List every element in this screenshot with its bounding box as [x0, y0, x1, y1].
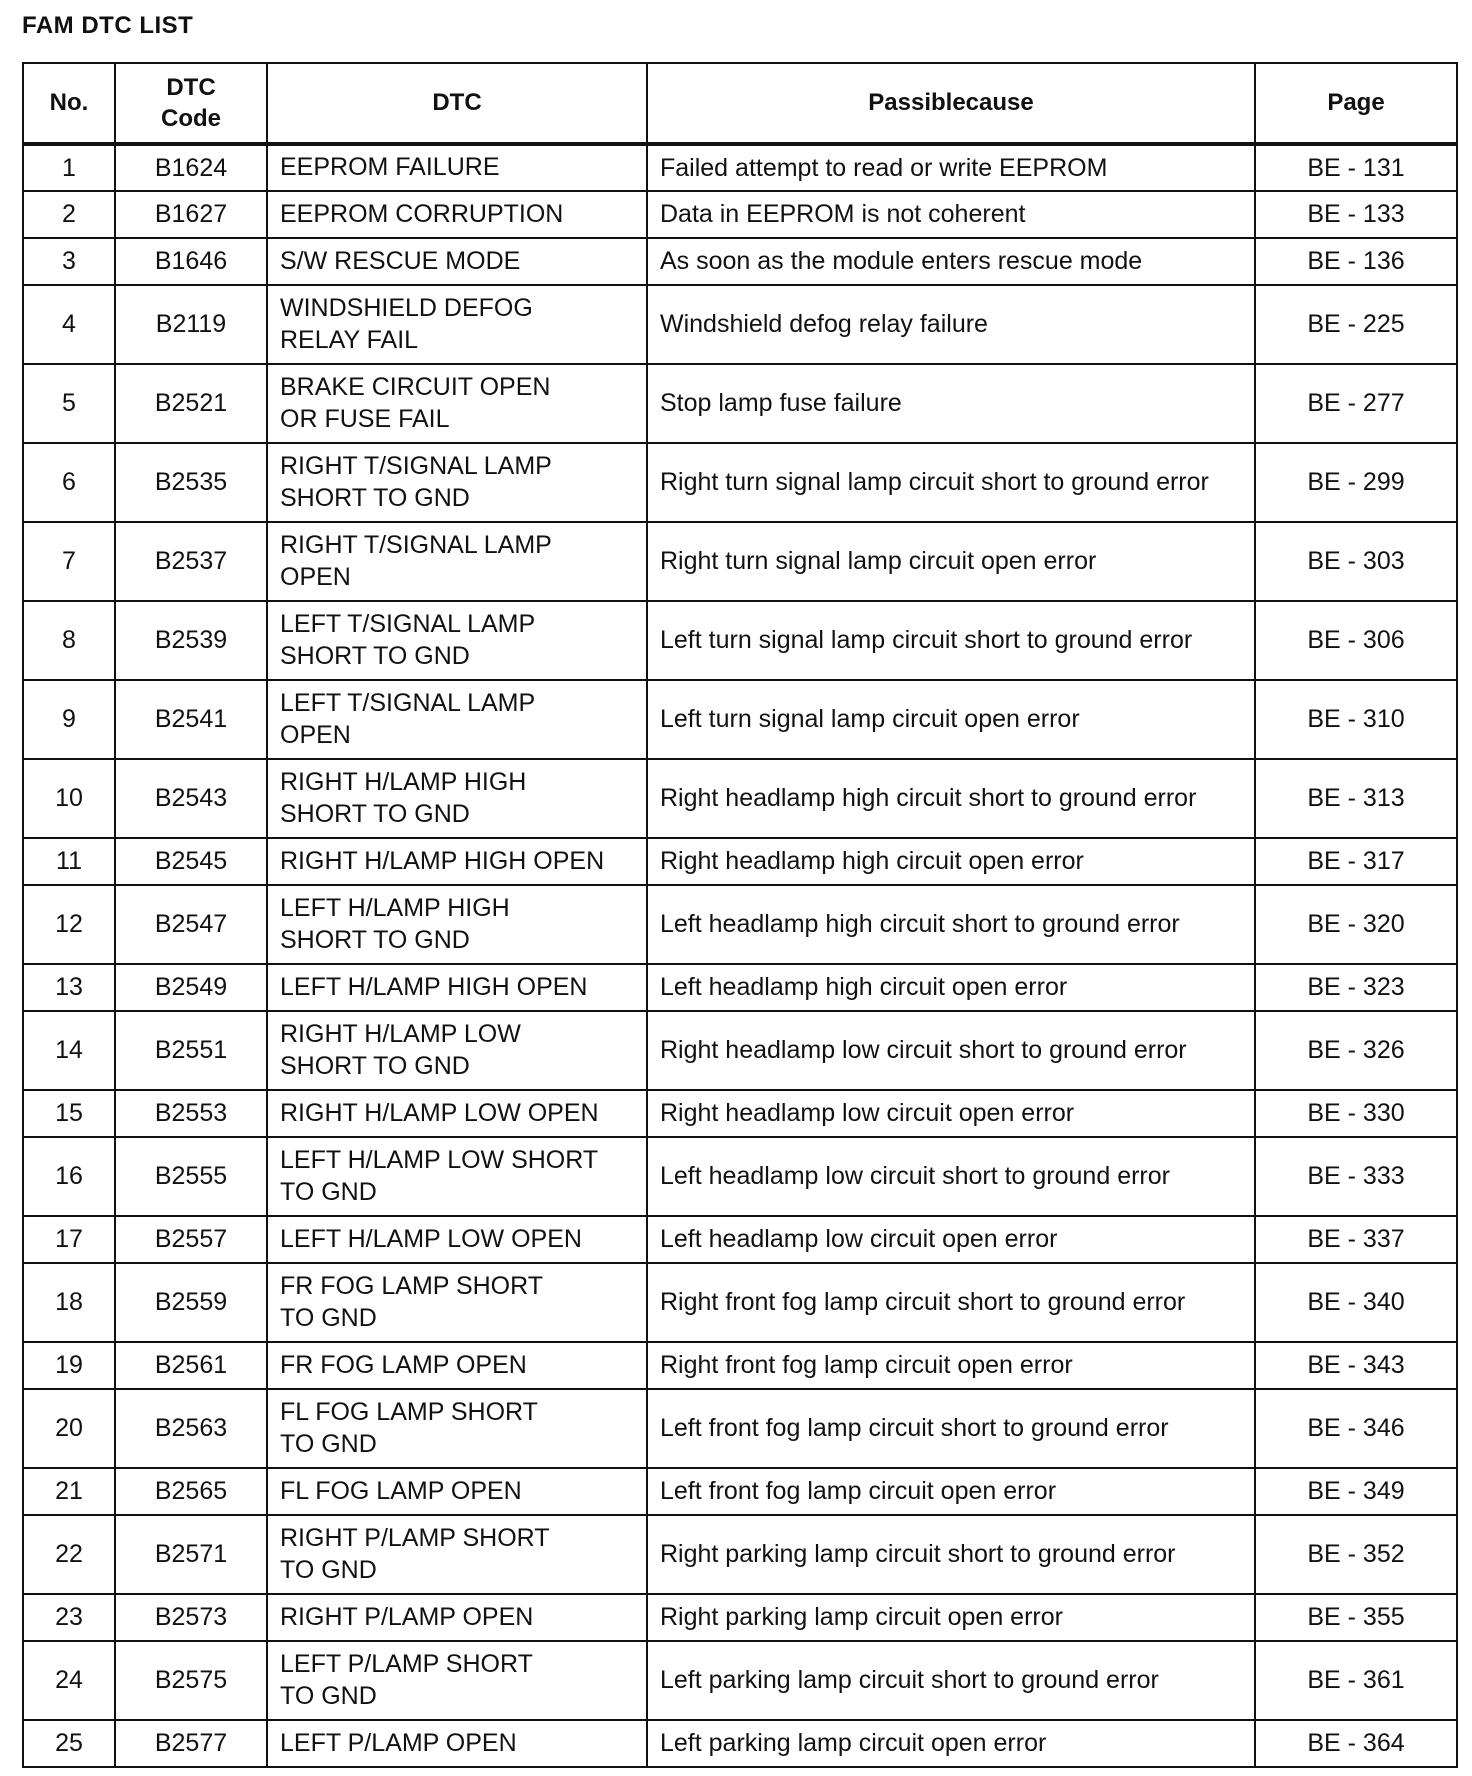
cell-dtc-code: B2559	[115, 1263, 267, 1342]
cell-cause: Data in EEPROM is not coherent	[647, 191, 1255, 238]
cell-page: BE - 355	[1255, 1594, 1457, 1641]
cell-dtc-code: B2537	[115, 522, 267, 601]
cell-page: BE - 326	[1255, 1011, 1457, 1090]
cell-cause: Windshield defog relay failure	[647, 285, 1255, 364]
table-row	[23, 1641, 1457, 1720]
cell-dtc: FL FOG LAMP OPEN	[267, 1468, 647, 1515]
cell-no: 1	[23, 144, 115, 191]
cell-no: 14	[23, 1011, 115, 1090]
header-no: No.	[23, 63, 115, 144]
cell-cause: Right front fog lamp circuit open error	[647, 1342, 1255, 1389]
cell-dtc-code: B1624	[115, 144, 267, 191]
cell-dtc: LEFT H/LAMP HIGH SHORT TO GND	[267, 885, 647, 964]
cell-dtc: BRAKE CIRCUIT OPEN OR FUSE FAIL	[267, 364, 647, 443]
cell-page: BE - 320	[1255, 885, 1457, 964]
cell-page: BE - 306	[1255, 601, 1457, 680]
cell-cause: Left headlamp low circuit short to ground error	[647, 1137, 1255, 1216]
cell-dtc-code: B2577	[115, 1720, 267, 1767]
table-row	[23, 144, 1457, 191]
cell-dtc-code: B2557	[115, 1216, 267, 1263]
cell-page: BE - 299	[1255, 443, 1457, 522]
table-row	[23, 1594, 1457, 1641]
cell-dtc: LEFT H/LAMP LOW SHORT TO GND	[267, 1137, 647, 1216]
cell-page: BE - 361	[1255, 1641, 1457, 1720]
cell-dtc: RIGHT P/LAMP SHORT TO GND	[267, 1515, 647, 1594]
cell-page: BE - 277	[1255, 364, 1457, 443]
cell-no: 20	[23, 1389, 115, 1468]
table-row	[23, 1137, 1457, 1216]
cell-cause: Right turn signal lamp circuit open error	[647, 522, 1255, 601]
cell-no: 2	[23, 191, 115, 238]
cell-dtc-code: B2549	[115, 964, 267, 1011]
table-row	[23, 191, 1457, 238]
table-row	[23, 364, 1457, 443]
cell-no: 8	[23, 601, 115, 680]
table-row	[23, 1468, 1457, 1515]
cell-dtc: EEPROM FAILURE	[267, 144, 647, 191]
cell-no: 4	[23, 285, 115, 364]
cell-page: BE - 313	[1255, 759, 1457, 838]
cell-dtc-code: B2545	[115, 838, 267, 885]
cell-no: 11	[23, 838, 115, 885]
page-title: FAM DTC LIST	[22, 12, 194, 39]
cell-page: BE - 346	[1255, 1389, 1457, 1468]
cell-no: 12	[23, 885, 115, 964]
cell-dtc: RIGHT H/LAMP LOW OPEN	[267, 1090, 647, 1137]
cell-page: BE - 136	[1255, 238, 1457, 285]
table-row	[23, 759, 1457, 838]
cell-dtc-code: B2541	[115, 680, 267, 759]
cell-cause: Left headlamp low circuit open error	[647, 1216, 1255, 1263]
cell-dtc-code: B2561	[115, 1342, 267, 1389]
cell-page: BE - 310	[1255, 680, 1457, 759]
cell-page: BE - 349	[1255, 1468, 1457, 1515]
cell-no: 19	[23, 1342, 115, 1389]
header-dtc-code: DTC Code	[115, 63, 267, 144]
cell-dtc-code: B2535	[115, 443, 267, 522]
cell-cause: Left parking lamp circuit open error	[647, 1720, 1255, 1767]
cell-no: 22	[23, 1515, 115, 1594]
cell-dtc: LEFT H/LAMP LOW OPEN	[267, 1216, 647, 1263]
dtc-table	[22, 62, 1458, 1768]
table-row	[23, 1090, 1457, 1137]
cell-dtc: FL FOG LAMP SHORT TO GND	[267, 1389, 647, 1468]
table-header-row	[23, 63, 1457, 144]
cell-cause: Right headlamp high circuit short to ground error	[647, 759, 1255, 838]
table-row	[23, 1389, 1457, 1468]
cell-dtc: S/W RESCUE MODE	[267, 238, 647, 285]
cell-dtc-code: B2553	[115, 1090, 267, 1137]
cell-cause: Stop lamp fuse failure	[647, 364, 1255, 443]
cell-page: BE - 352	[1255, 1515, 1457, 1594]
cell-cause: Right parking lamp circuit short to ground error	[647, 1515, 1255, 1594]
cell-page: BE - 303	[1255, 522, 1457, 601]
cell-cause: Right headlamp high circuit open error	[647, 838, 1255, 885]
cell-cause: Right turn signal lamp circuit short to ground error	[647, 443, 1255, 522]
cell-dtc: RIGHT P/LAMP OPEN	[267, 1594, 647, 1641]
header-page: Page	[1255, 63, 1457, 144]
cell-page: BE - 333	[1255, 1137, 1457, 1216]
cell-cause: As soon as the module enters rescue mode	[647, 238, 1255, 285]
cell-dtc-code: B2119	[115, 285, 267, 364]
cell-no: 5	[23, 364, 115, 443]
cell-dtc: FR FOG LAMP SHORT TO GND	[267, 1263, 647, 1342]
cell-dtc-code: B2547	[115, 885, 267, 964]
cell-page: BE - 131	[1255, 144, 1457, 191]
cell-page: BE - 133	[1255, 191, 1457, 238]
cell-dtc-code: B2551	[115, 1011, 267, 1090]
cell-cause: Left turn signal lamp circuit short to ground error	[647, 601, 1255, 680]
cell-no: 25	[23, 1720, 115, 1767]
cell-dtc: LEFT H/LAMP HIGH OPEN	[267, 964, 647, 1011]
cell-dtc: RIGHT T/SIGNAL LAMP OPEN	[267, 522, 647, 601]
cell-no: 10	[23, 759, 115, 838]
cell-no: 15	[23, 1090, 115, 1137]
cell-dtc-code: B1627	[115, 191, 267, 238]
cell-page: BE - 330	[1255, 1090, 1457, 1137]
cell-dtc-code: B2539	[115, 601, 267, 680]
cell-dtc: LEFT P/LAMP SHORT TO GND	[267, 1641, 647, 1720]
cell-dtc-code: B2543	[115, 759, 267, 838]
cell-no: 6	[23, 443, 115, 522]
cell-dtc: RIGHT H/LAMP LOW SHORT TO GND	[267, 1011, 647, 1090]
cell-dtc: LEFT P/LAMP OPEN	[267, 1720, 647, 1767]
cell-dtc-code: B2575	[115, 1641, 267, 1720]
table-row	[23, 1515, 1457, 1594]
header-dtc: DTC	[267, 63, 647, 144]
cell-no: 23	[23, 1594, 115, 1641]
cell-no: 17	[23, 1216, 115, 1263]
table-row	[23, 238, 1457, 285]
cell-dtc: LEFT T/SIGNAL LAMP SHORT TO GND	[267, 601, 647, 680]
cell-no: 3	[23, 238, 115, 285]
table-row	[23, 601, 1457, 680]
cell-page: BE - 323	[1255, 964, 1457, 1011]
header-cause: Passiblecause	[647, 63, 1255, 144]
cell-page: BE - 337	[1255, 1216, 1457, 1263]
cell-dtc: WINDSHIELD DEFOG RELAY FAIL	[267, 285, 647, 364]
table-row	[23, 522, 1457, 601]
cell-no: 7	[23, 522, 115, 601]
cell-dtc: RIGHT H/LAMP HIGH SHORT TO GND	[267, 759, 647, 838]
cell-page: BE - 340	[1255, 1263, 1457, 1342]
cell-no: 16	[23, 1137, 115, 1216]
cell-dtc: FR FOG LAMP OPEN	[267, 1342, 647, 1389]
cell-no: 24	[23, 1641, 115, 1720]
cell-dtc: EEPROM CORRUPTION	[267, 191, 647, 238]
cell-dtc-code: B2571	[115, 1515, 267, 1594]
table-row	[23, 285, 1457, 364]
cell-dtc-code: B2563	[115, 1389, 267, 1468]
cell-no: 9	[23, 680, 115, 759]
table-row	[23, 1720, 1457, 1767]
cell-page: BE - 343	[1255, 1342, 1457, 1389]
cell-no: 21	[23, 1468, 115, 1515]
cell-page: BE - 225	[1255, 285, 1457, 364]
cell-dtc-code: B2521	[115, 364, 267, 443]
cell-cause: Left headlamp high circuit open error	[647, 964, 1255, 1011]
cell-cause: Right front fog lamp circuit short to ground error	[647, 1263, 1255, 1342]
cell-cause: Right parking lamp circuit open error	[647, 1594, 1255, 1641]
table-row	[23, 1011, 1457, 1090]
cell-page: BE - 317	[1255, 838, 1457, 885]
cell-no: 13	[23, 964, 115, 1011]
cell-cause: Left parking lamp circuit short to ground error	[647, 1641, 1255, 1720]
cell-cause: Left turn signal lamp circuit open error	[647, 680, 1255, 759]
cell-dtc: RIGHT H/LAMP HIGH OPEN	[267, 838, 647, 885]
cell-cause: Right headlamp low circuit open error	[647, 1090, 1255, 1137]
table-row	[23, 1263, 1457, 1342]
cell-no: 18	[23, 1263, 115, 1342]
cell-dtc: LEFT T/SIGNAL LAMP OPEN	[267, 680, 647, 759]
table-row	[23, 443, 1457, 522]
table-body	[23, 144, 1457, 1767]
table-row	[23, 680, 1457, 759]
table-row	[23, 1342, 1457, 1389]
cell-dtc-code: B2573	[115, 1594, 267, 1641]
cell-cause: Failed attempt to read or write EEPROM	[647, 144, 1255, 191]
cell-page: BE - 364	[1255, 1720, 1457, 1767]
cell-cause: Right headlamp low circuit short to ground error	[647, 1011, 1255, 1090]
cell-dtc: RIGHT T/SIGNAL LAMP SHORT TO GND	[267, 443, 647, 522]
cell-cause: Left front fog lamp circuit short to ground error	[647, 1389, 1255, 1468]
cell-dtc-code: B1646	[115, 238, 267, 285]
table-row	[23, 838, 1457, 885]
cell-cause: Left front fog lamp circuit open error	[647, 1468, 1255, 1515]
cell-cause: Left headlamp high circuit short to ground error	[647, 885, 1255, 964]
table-row	[23, 964, 1457, 1011]
table-row	[23, 885, 1457, 964]
table-row	[23, 1216, 1457, 1263]
cell-dtc-code: B2565	[115, 1468, 267, 1515]
cell-dtc-code: B2555	[115, 1137, 267, 1216]
